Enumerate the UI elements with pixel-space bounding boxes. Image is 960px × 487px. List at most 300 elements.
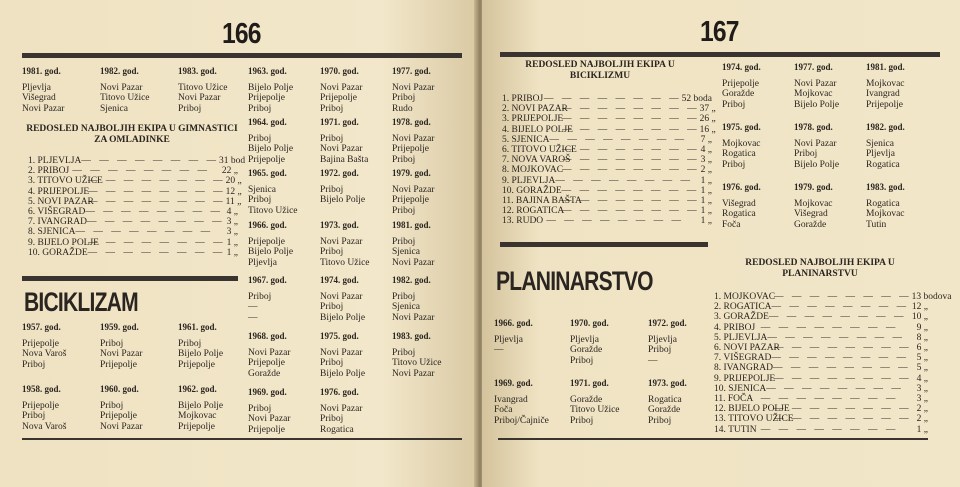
team-name: Sjenica xyxy=(248,184,276,195)
team-name: Priboj xyxy=(320,133,344,144)
team-name: Bijelo Polje xyxy=(320,195,366,205)
team-name: 13. TITOVO UŽICE xyxy=(714,414,794,425)
team-name: Priboj xyxy=(248,291,272,302)
team-name: Priboj xyxy=(248,195,272,205)
ranking-row xyxy=(714,374,928,384)
ranking-row xyxy=(502,145,712,155)
team-name: 6. NOVI PAZAR xyxy=(714,343,780,354)
year-block xyxy=(248,117,293,165)
year-label: 1968. god. xyxy=(248,331,287,341)
team-name: Prijepolje xyxy=(248,358,285,368)
team-name: Novi Pazar xyxy=(248,347,291,358)
team-name: Priboj xyxy=(794,149,818,159)
team-name: Priboj xyxy=(648,415,672,426)
team-name: Priboj xyxy=(100,400,124,411)
year-label: 1983. god. xyxy=(178,66,217,76)
team-name: Ivangrad xyxy=(866,89,900,99)
team-name: Sjenica xyxy=(392,247,420,257)
team-points: 5 „ xyxy=(916,353,928,364)
year-block xyxy=(392,66,434,114)
team-name: Novi Pazar xyxy=(100,82,143,93)
year-label: 1983. god. xyxy=(866,182,905,192)
team-name: Priboj xyxy=(22,411,46,421)
leader-dashes: — — — — — — — — xyxy=(72,166,210,177)
team-name: Bijelo Polje xyxy=(178,349,224,359)
ranking-row xyxy=(502,94,712,104)
team-name: Priboj xyxy=(722,99,746,110)
team-name: Mojkovac xyxy=(866,209,905,219)
team-name: Rogatica xyxy=(866,159,900,170)
year-label: 1970. god. xyxy=(320,66,359,76)
team-points: 1 „ xyxy=(226,237,238,248)
team-name: 13. RUDO xyxy=(502,216,544,227)
team-name: 8. MOJKOVAC xyxy=(502,165,564,176)
team-name: Prijepolje xyxy=(22,400,59,411)
team-name: 2. NOVI PAZAR xyxy=(502,104,568,115)
year-block xyxy=(178,66,228,114)
team-name: 1. PRIBOJ xyxy=(502,94,544,104)
year-block xyxy=(178,384,223,432)
leader-dashes: — — — — — — — — xyxy=(766,383,904,394)
team-name: Foča xyxy=(722,219,741,230)
team-name: Pljevlja xyxy=(570,334,600,345)
year-block xyxy=(570,318,609,366)
team-name: 4. PRIBOJ xyxy=(714,322,756,333)
team-name: Nova Varoš xyxy=(22,421,67,432)
team-name: Priboj xyxy=(100,338,124,349)
ranking-row xyxy=(714,323,928,333)
leader-dashes: — — — — — — — — xyxy=(561,185,700,196)
year-block xyxy=(494,378,549,426)
year-block xyxy=(320,168,365,216)
year-block xyxy=(866,182,905,230)
team-name: 2. ROGATICA xyxy=(714,302,772,313)
year-label: 1965. god. xyxy=(248,168,287,178)
team-name: Priboj xyxy=(722,159,746,170)
team-name: Bijelo Polje xyxy=(248,247,294,257)
team-name: Novi Pazar xyxy=(392,257,435,268)
ranking-row xyxy=(714,425,928,435)
leader-dashes: — — — — — — — — xyxy=(774,414,912,425)
team-name: Novi Pazar xyxy=(794,138,837,149)
team-name: Novi Pazar xyxy=(178,93,221,103)
ranking-row xyxy=(714,292,952,302)
ranking-row xyxy=(502,186,712,196)
team-name: 11. FOČA xyxy=(714,394,754,405)
team-name: Bijelo Polje xyxy=(248,144,294,154)
year-label: 1966. god. xyxy=(494,318,533,328)
team-name: — xyxy=(248,312,258,323)
year-label: 1972. god. xyxy=(320,168,359,178)
team-name: 7. IVANGRAD xyxy=(28,217,87,228)
section-rule xyxy=(22,276,238,281)
year-label: 1982. god. xyxy=(100,66,139,76)
team-name: Goražde xyxy=(794,219,827,230)
team-name: 1. MOJKOVAC xyxy=(714,292,776,302)
leader-dashes: — — — — — — — — xyxy=(774,373,912,384)
team-name: Višegrad xyxy=(722,198,756,209)
team-name: Goražde xyxy=(722,89,755,99)
year-label: 1973. god. xyxy=(648,378,687,388)
team-name: Titovo Užice xyxy=(248,205,298,216)
team-points: 8 „ xyxy=(916,332,928,343)
year-block xyxy=(570,378,620,426)
team-name: Bijelo Polje xyxy=(794,159,840,170)
year-label: 1966. god. xyxy=(248,220,287,230)
team-name: Novi Pazar xyxy=(100,349,143,359)
cycling-ranking-list xyxy=(502,94,716,227)
team-name: Priboj/Čajniče xyxy=(494,415,549,426)
leader-dashes: — — — — — — — — xyxy=(562,145,700,156)
team-name: 9. PRIJEPOLJE xyxy=(714,373,776,384)
team-name: Bijelo Polje xyxy=(320,312,366,323)
team-name: 5. NOVI PAZAR xyxy=(28,196,94,207)
ranking-row xyxy=(714,333,928,343)
ranking-row xyxy=(714,414,928,424)
team-name: Prijepolje xyxy=(392,144,429,154)
team-name: Bajina Bašta xyxy=(320,154,369,165)
leader-dashes: — — — — — — — — xyxy=(767,332,905,343)
team-name: 4. BIJELO POLJE xyxy=(502,124,573,135)
leader-dashes: — — — — — — — — xyxy=(81,156,219,166)
team-points: 1 „ xyxy=(700,185,712,196)
team-name: Rogatica xyxy=(866,198,900,209)
team-name: Priboj xyxy=(392,347,416,358)
team-name: 12. ROGATICA xyxy=(502,206,565,217)
team-name: 7. NOVA VAROŠ xyxy=(502,155,571,166)
team-name: Novi Pazar xyxy=(320,82,363,93)
year-block xyxy=(794,182,833,230)
year-block xyxy=(248,168,298,216)
year-block xyxy=(248,331,290,379)
team-name: Pljevlja xyxy=(22,82,52,93)
year-label: 1975. god. xyxy=(320,331,359,341)
team-points: 16 „ xyxy=(699,124,716,135)
year-block xyxy=(320,275,365,323)
year-label: 1967. god. xyxy=(248,275,287,285)
year-block xyxy=(794,62,839,110)
team-name: Prijepolje xyxy=(722,78,759,89)
team-points: 7 „ xyxy=(700,134,712,145)
team-name: Priboj xyxy=(320,247,344,257)
leader-dashes: — — — — — — — — xyxy=(562,124,700,135)
team-points: 4 „ xyxy=(700,145,712,156)
team-name: Novi Pazar xyxy=(392,82,435,93)
leader-dashes: — — — — — — — — xyxy=(562,165,700,176)
team-name: Mojkovac xyxy=(866,78,905,89)
team-points: 20 „ xyxy=(225,176,242,187)
team-name: 3. TITOVO UŽICE xyxy=(28,176,103,187)
team-name: Prijepolje xyxy=(248,236,285,247)
leader-dashes: — — — — — — — — xyxy=(549,134,688,145)
team-name: Ivangrad xyxy=(494,394,528,405)
team-name: 9. BIJELO POLJE xyxy=(28,237,99,248)
youth-ranking-list xyxy=(28,156,246,258)
team-name: 8. IVANGRAD xyxy=(714,363,773,374)
ranking-row xyxy=(714,312,928,322)
team-name: Pljevlja xyxy=(248,257,278,268)
team-name: Višegrad xyxy=(794,209,828,219)
top-rule xyxy=(22,53,462,58)
year-label: 1982. god. xyxy=(866,122,905,132)
year-block xyxy=(22,384,66,432)
leader-dashes: — — — — — — — — xyxy=(768,312,907,323)
team-name: 10. GORAŽDE xyxy=(502,185,562,196)
team-points: 3 „ xyxy=(916,383,928,394)
team-name: Novi Pazar xyxy=(100,421,143,432)
team-name: Priboj xyxy=(570,415,594,426)
team-name: Mojkovac xyxy=(722,138,761,149)
leader-dashes: — — — — — — — — xyxy=(562,196,700,207)
team-points: 12 „ xyxy=(911,302,928,313)
cycling-ranking-title: REDOSLED NAJBOLJIH EKIPA U BICIKLIZMU xyxy=(525,60,675,81)
team-name: Sjenica xyxy=(866,138,894,149)
team-points: 1 „ xyxy=(916,424,928,435)
year-label: 1961. god. xyxy=(178,322,217,332)
ranking-row xyxy=(714,394,928,404)
team-name: Titovo Užice xyxy=(570,405,620,415)
leader-dashes: — — — — — — — — xyxy=(88,186,226,197)
team-points: 9 „ xyxy=(916,322,928,333)
section-title-planinarstvo: PLANINARSTVO xyxy=(496,266,653,296)
ranking-row xyxy=(502,114,716,125)
team-name: Goražde xyxy=(570,345,603,355)
year-label: 1977. god. xyxy=(794,62,833,72)
ranking-row xyxy=(714,404,928,414)
team-points: 4 „ xyxy=(226,207,238,218)
team-name: Bijelo Polje xyxy=(320,368,366,379)
year-block xyxy=(248,220,293,268)
bottom-rule xyxy=(498,438,928,440)
leader-dashes: — — — — — — — — xyxy=(88,196,226,207)
team-points: 26 „ xyxy=(699,114,716,125)
team-name: 5. PLJEVLJA xyxy=(714,332,768,343)
ranking-row xyxy=(502,176,712,186)
year-block xyxy=(178,322,223,370)
year-block xyxy=(392,220,434,268)
year-block xyxy=(320,66,362,114)
team-name: Titovo Užice xyxy=(392,358,442,368)
team-name: Rogatica xyxy=(320,424,354,435)
year-label: 1971. god. xyxy=(320,117,359,127)
top-rule xyxy=(500,52,940,57)
leader-dashes: — — — — — — — — xyxy=(546,216,684,227)
team-name: 3. PRIJEPOLJE xyxy=(502,114,564,125)
team-name: 1. PLJEVLJA xyxy=(28,156,82,166)
year-block xyxy=(648,378,687,426)
team-name: Prijepolje xyxy=(22,338,59,349)
year-label: 1972. god. xyxy=(648,318,687,328)
team-name: Višegrad xyxy=(22,93,56,103)
ranking-row xyxy=(28,227,238,237)
team-points: 3 „ xyxy=(700,155,712,166)
year-label: 1964. god. xyxy=(248,117,287,127)
team-name: Novi Pazar xyxy=(794,78,837,89)
year-block xyxy=(392,117,434,165)
leader-dashes: — — — — — — — — xyxy=(88,176,226,187)
team-name xyxy=(494,356,533,367)
team-name: Bijelo Polje xyxy=(248,82,294,93)
year-label: 1969. god. xyxy=(494,378,533,388)
team-name: Novi Pazar xyxy=(22,103,65,114)
team-name: Bijelo Polje xyxy=(178,400,224,411)
team-name: 3. GORAŽDE xyxy=(714,312,769,323)
team-points: 52 boda xyxy=(681,94,712,104)
left-page xyxy=(0,0,478,487)
team-points: 37 „ xyxy=(699,104,716,115)
team-name: Novi Pazar xyxy=(320,403,363,414)
team-points: 13 bodova xyxy=(911,292,952,302)
ranking-row xyxy=(28,248,238,258)
year-label: 1962. god. xyxy=(178,384,217,394)
team-points: 12 „ xyxy=(225,186,242,197)
year-label: 1963. god. xyxy=(248,66,287,76)
year-block xyxy=(248,275,287,323)
ranking-row xyxy=(714,302,928,312)
team-name: 4. PRIJEPOLJE xyxy=(28,186,90,197)
team-name: Rogatica xyxy=(722,209,756,219)
team-name: Foča xyxy=(494,405,513,415)
leader-dashes: — — — — — — — — xyxy=(75,227,214,238)
mountain-ranking-list xyxy=(714,292,952,435)
team-name: Priboj xyxy=(320,414,344,424)
team-name: Pljevlja xyxy=(494,334,524,345)
leader-dashes: — — — — — — — — xyxy=(85,207,223,218)
team-name: Priboj xyxy=(392,205,416,216)
ranking-row xyxy=(28,196,242,207)
team-name: Mojkovac xyxy=(178,411,217,421)
ranking-row xyxy=(28,238,238,248)
team-name: Novi Pazar xyxy=(392,133,435,144)
team-name: Rudo xyxy=(392,103,413,114)
team-points: 2 „ xyxy=(916,404,928,415)
team-name: Prijepolje xyxy=(248,154,285,165)
leader-dashes: — — — — — — — — xyxy=(86,217,225,228)
team-points: 1 „ xyxy=(700,216,712,227)
leader-dashes: — — — — — — — — xyxy=(87,247,226,258)
year-label: 1971. god. xyxy=(570,378,609,388)
year-block xyxy=(494,318,533,366)
leader-dashes: — — — — — — — — xyxy=(88,237,226,248)
team-points: 22 „ xyxy=(221,166,238,177)
leader-dashes: — — — — — — — — xyxy=(760,424,899,435)
team-name: 8. SJENICA xyxy=(28,227,76,238)
leader-dashes: — — — — — — — — xyxy=(562,114,700,125)
year-block xyxy=(248,387,290,435)
ranking-row xyxy=(502,196,712,206)
page-number-166: 166 xyxy=(222,18,261,50)
ranking-row xyxy=(714,384,928,394)
year-label: 1981. god. xyxy=(22,66,61,76)
leader-dashes: — — — — — — — — xyxy=(771,302,910,313)
team-name: Priboj xyxy=(392,236,416,247)
year-label: 1958. god. xyxy=(22,384,61,394)
team-points: 1 „ xyxy=(700,175,712,186)
team-name: 7. VIŠEGRAD xyxy=(714,353,772,364)
year-label: 1983. god. xyxy=(392,331,431,341)
team-name: 9. PLJEVLJA xyxy=(502,175,556,186)
youth-ranking-title: REDOSLED NAJBOLJIH EKIPA U GIMNASTICI ZA OMLADINKE xyxy=(26,124,238,145)
ranking-row xyxy=(714,343,928,353)
year-label: 1978. god. xyxy=(794,122,833,132)
year-label: 1981. god. xyxy=(392,220,431,230)
leader-dashes: — — — — — — — — xyxy=(562,206,700,217)
year-block xyxy=(320,387,362,435)
team-name: — xyxy=(248,302,258,312)
team-name: Priboj xyxy=(248,133,272,144)
team-name: Novi Pazar xyxy=(320,144,363,154)
team-name: Rogatica xyxy=(648,394,682,405)
leader-dashes: — — — — — — — — xyxy=(774,292,912,302)
year-block xyxy=(722,182,761,230)
year-label: 1973. god. xyxy=(320,220,359,230)
team-name: Priboj xyxy=(22,359,46,370)
team-name: Sjenica xyxy=(100,103,128,114)
team-points: 4 „ xyxy=(916,373,928,384)
year-block xyxy=(100,384,142,432)
team-points: 11 „ xyxy=(225,196,242,207)
team-name: Novi Pazar xyxy=(392,184,435,195)
team-name: Priboj xyxy=(320,184,344,195)
team-points: 3 „ xyxy=(226,217,238,228)
year-label: 1982. god. xyxy=(392,275,431,285)
year-label: 1970. god. xyxy=(570,318,609,328)
team-name: Priboj xyxy=(320,103,344,114)
year-block xyxy=(100,322,142,370)
team-name: Prijepolje xyxy=(248,93,285,103)
year-block xyxy=(248,66,293,114)
team-name: Priboj xyxy=(392,154,416,165)
team-name: — xyxy=(494,345,504,355)
leader-dashes: — — — — — — — — xyxy=(760,394,899,405)
team-points: 1 „ xyxy=(700,196,712,207)
team-name: Novi Pazar xyxy=(392,312,435,323)
team-points: 2 „ xyxy=(700,165,712,176)
team-points: 1 „ xyxy=(226,247,238,258)
ranking-row xyxy=(28,176,242,187)
team-points: 6 „ xyxy=(916,343,928,354)
team-name: Prijepolje xyxy=(100,359,137,370)
year-label: 1979. god. xyxy=(392,168,431,178)
team-name: 6. VIŠEGRAD xyxy=(28,207,86,218)
team-name: Mojkovac xyxy=(794,198,833,209)
year-block xyxy=(22,66,64,114)
team-name: Priboj xyxy=(392,291,416,302)
team-points: 2 „ xyxy=(916,414,928,425)
team-name: Prijepolje xyxy=(178,359,215,370)
year-block xyxy=(392,168,434,216)
ranking-row xyxy=(28,217,238,227)
team-name: Prijepolje xyxy=(178,421,215,432)
year-block xyxy=(794,122,839,170)
team-name: Novi Pazar xyxy=(392,368,435,379)
section-title-biciklizam: BICIKLIZAM xyxy=(24,287,138,317)
year-label: 1959. god. xyxy=(100,322,139,332)
page-number-167: 167 xyxy=(700,16,739,48)
year-block xyxy=(100,66,150,114)
team-name: Titovo Užice xyxy=(320,257,370,268)
team-name: Priboj xyxy=(248,103,272,114)
team-name: Priboj xyxy=(178,103,202,114)
leader-dashes: — — — — — — — — xyxy=(562,104,700,115)
year-block xyxy=(320,331,365,379)
team-points: 1 „ xyxy=(700,206,712,217)
team-name: Pljevlja xyxy=(866,149,896,159)
leader-dashes: — — — — — — — — xyxy=(774,404,912,415)
team-name: Prijepolje xyxy=(392,195,429,205)
team-name: 12. BIJELO POLJE xyxy=(714,404,790,415)
ranking-row xyxy=(502,165,712,175)
